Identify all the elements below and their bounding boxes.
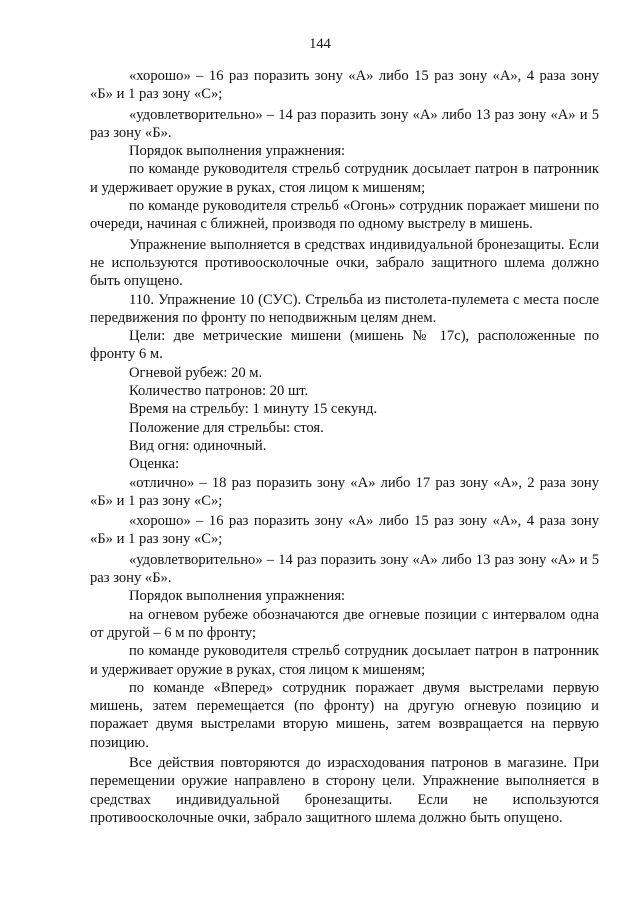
paragraph-closing-note: Все действия повторяются до израсходования патронов в магазине. При перемещении оружие направлено в сторону цели. Упражнение выполняется в средствах индивидуальной бронезащиты. Если не используются противоосколочные очки, забрало защитного шлема должно быть опущено. [90, 754, 599, 826]
document-body [90, 67, 599, 827]
paragraph-procedure-step: по команде руководителя стрельб «Огонь» сотрудник поражает мишени по очереди, начиная с ближней, производя по одному выстрелу в мишень. [90, 198, 599, 233]
paragraph-protection-note: Упражнение выполняется в средствах индивидуальной бронезащиты. Если не используются противоосколочные очки, забрало защитного шлема должно быть опущено. [90, 236, 599, 290]
paragraph-rating-good: «хорошо» – 16 раз поразить зону «А» либо 15 раз зону «А», 4 раза зону «Б» и 1 раз зону «С»; [90, 68, 599, 103]
paragraph-procedure-step: по команде руководителя стрельб сотрудник досылает патрон в патронник и удерживает оружие в руках, стоя лицом к мишеням; [90, 161, 599, 196]
paragraph-rating-heading: Оценка: [129, 456, 180, 473]
paragraph-procedure-heading: Порядок выполнения упражнения: [129, 143, 346, 160]
paragraph-rating-satisfactory: «удовлетворительно» – 14 раз поразить зону «А» либо 13 раз зону «А» и 5 раз зону «Б». [90, 551, 599, 587]
paragraph-targets: Цели: две метрические мишени (мишень № 17с), расположенные по фронту 6 м. [90, 328, 599, 363]
paragraph-procedure-step: по команде «Вперед» сотрудник поражает двумя выстрелами первую мишень, затем перемещается (по фронту) на другую огневую позицию и поражает двумя выстрелами вторую мишень, затем возвращается на первую позицию. [90, 679, 599, 751]
paragraph-procedure-heading: Порядок выполнения упражнения: [129, 588, 346, 605]
paragraph-firing-line: Огневой рубеж: 20 м. [129, 364, 263, 381]
paragraph-rating-satisfactory: «удовлетворительно» – 14 раз поразить зону «А» либо 13 раз зону «А» и 5 раз зону «Б». [90, 106, 599, 141]
page-number: 144 [309, 36, 331, 52]
paragraph-cartridges: Количество патронов: 20 шт. [129, 383, 309, 400]
paragraph-rating-good: «хорошо» – 16 раз поразить зону «А» либо 15 раз зону «А», 4 раза зону «Б» и 1 раз зону «С»; [90, 513, 599, 548]
paragraph-position: Положение для стрельбы: стоя. [129, 419, 324, 436]
paragraph-rating-excellent: «отлично» – 18 раз поразить зону «А» либо 17 раз зону «А», 2 раза зону «Б» и 1 раз зону «С»; [90, 474, 599, 509]
paragraph-fire-mode: Вид огня: одиночный. [129, 437, 267, 454]
paragraph-procedure-step: по команде руководителя стрельб сотрудник досылает патрон в патронник и удерживает оружие в руках, стоя лицом к мишеням; [90, 643, 599, 678]
paragraph-procedure-step: на огневом рубеже обозначаются две огневые позиции с интервалом одна от другой – 6 м по фронту; [90, 606, 599, 641]
paragraph-exercise-title: 110. Упражнение 10 (СУС). Стрельба из пистолета-пулемета с места после передвижения по фронту по неподвижным целям днем. [90, 291, 599, 326]
paragraph-time: Время на стрельбу: 1 минуту 15 секунд. [129, 401, 378, 418]
